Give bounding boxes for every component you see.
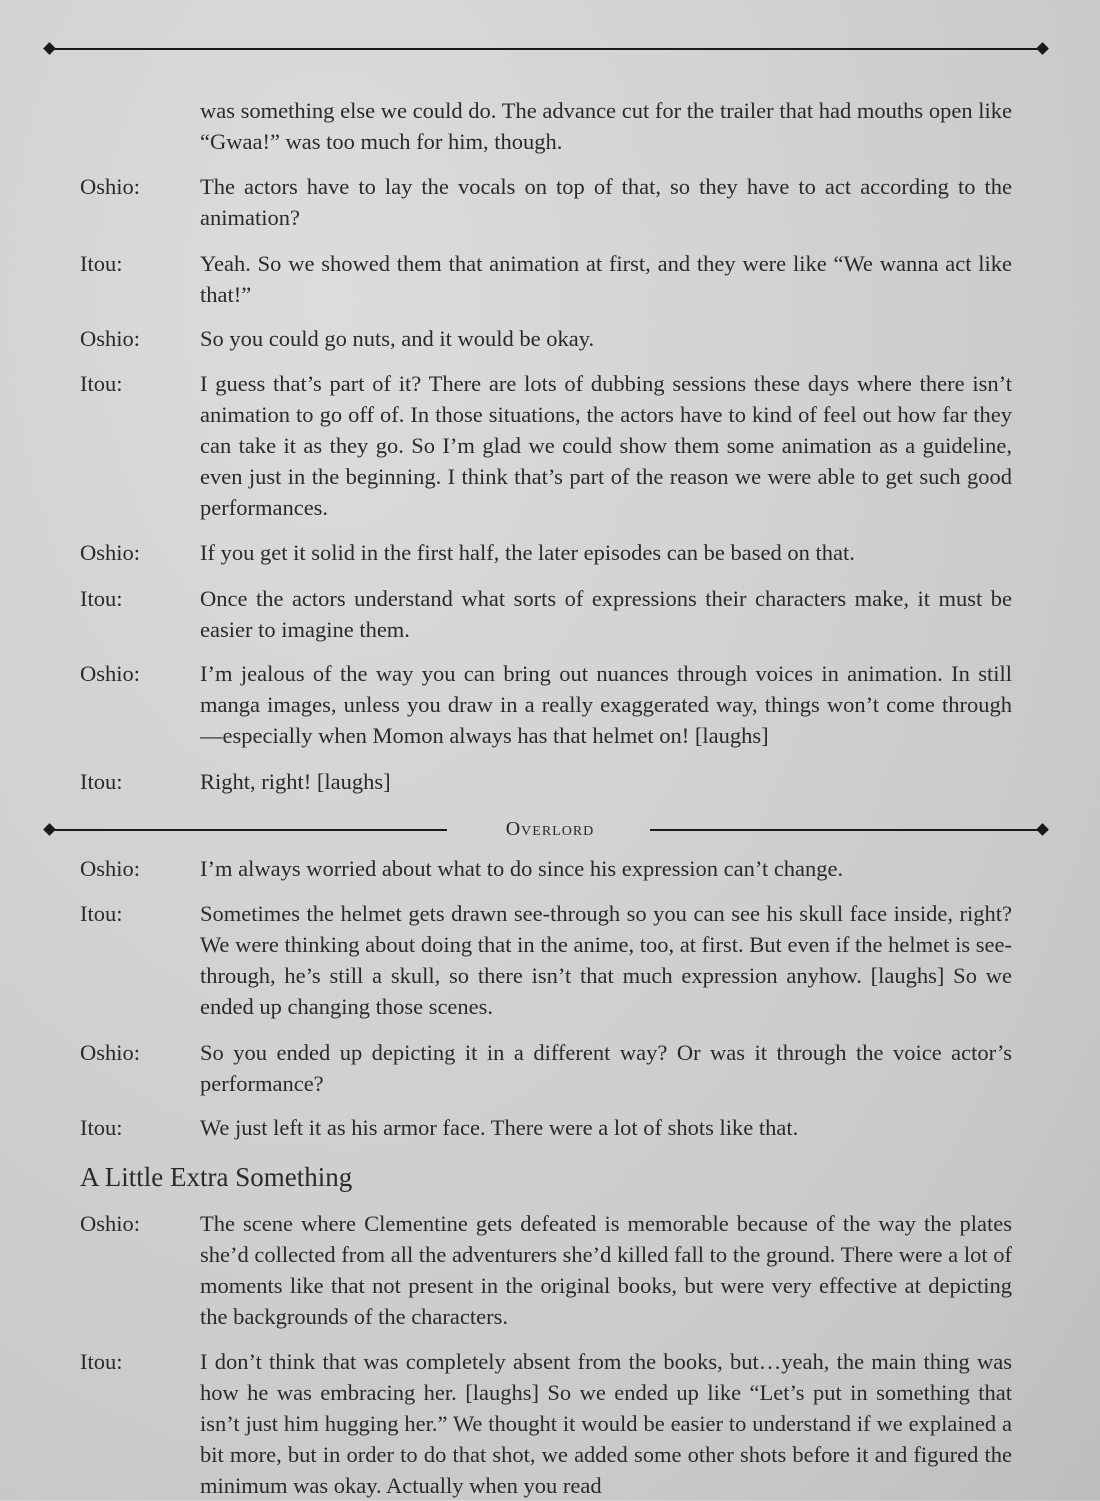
dialogue-text: I’m jealous of the way you can bring out nuances through voices in animation. In still manga images, unless you draw in a really exaggerated way, things won’t come through—especially when Momon always has that helmet on! [laughs]: [200, 661, 1012, 748]
dialogue-text: So you ended up depicting it in a different way? Or was it through the voice actor’s performance?: [200, 1040, 1012, 1096]
speaker-label: Itou:: [80, 1115, 123, 1140]
dialogue-text: So you could go nuts, and it would be okay.: [200, 326, 595, 351]
dialogue-text: The actors have to lay the vocals on top of that, so they have to act according to the animation?: [200, 174, 1012, 230]
speaker-label: Oshio:: [80, 326, 141, 351]
dialogue-text: Sometimes the helmet gets drawn see-through so you can see his skull face inside, right? We were thinking about doing that in the anime, too, at first. But even if the helmet is see-through, he’s still a skull, so there isn’t that much expression anyhow. [laughs] So we ended up changing those scenes.: [200, 901, 1012, 1019]
dialogue-text: Yeah. So we showed them that animation at first, and they were like “We wanna act like that!”: [200, 251, 1012, 307]
speaker-label: Oshio:: [80, 856, 141, 881]
speaker-label: Itou:: [80, 1349, 123, 1374]
speaker-label: Itou:: [80, 371, 123, 396]
speaker-label: Itou:: [80, 586, 123, 611]
speaker-label: Itou:: [80, 901, 123, 926]
dialogue-text: Right, right! [laughs]: [200, 769, 391, 794]
continuation-text: was something else we could do. The advance cut for the trailer that had mouths open like “Gwaa!” was too much for him, though.: [200, 98, 1012, 154]
speaker-label: Oshio:: [80, 174, 141, 199]
running-head: Overlord: [505, 818, 595, 840]
dialogue-text: The scene where Clementine gets defeated is memorable because of the way the plates she’d collected from all the adventurers she’d killed fall to the ground. There were a lot of moments like that not present in the original books, but were very effective at depicting the backgrounds of the characters.: [200, 1211, 1012, 1329]
section-heading: A Little Extra Something: [80, 1162, 353, 1192]
dialogue-text: I don’t think that was completely absent from the books, but…yeah, the main thing was how he was embracing her. [laughs] So we ended up like “Let’s put in something that isn’t just him hugging her.” We thought it would be easier to understand if we explained a bit more, but in order to do that shot, we added some other shots before it and figured the minimum was okay. Actually when you read: [200, 1349, 1012, 1498]
top-rule: [52, 48, 1048, 50]
speaker-label: Itou:: [80, 769, 123, 794]
speaker-label: Oshio:: [80, 540, 141, 565]
dialogue-text: We just left it as his armor face. There were a lot of shots like that.: [200, 1115, 799, 1140]
mid-rule-right: [650, 829, 1048, 831]
dialogue-text: If you get it solid in the first half, the later episodes can be based on that.: [200, 540, 855, 565]
speaker-label: Oshio:: [80, 661, 141, 686]
dialogue-text: I’m always worried about what to do since his expression can’t change.: [200, 856, 844, 881]
dialogue-text: I guess that’s part of it? There are lots of dubbing sessions these days where there isn’t animation to go off of. In those situations, the actors have to kind of feel out how far they can take it as they go. So I’m glad we could show them some animation as a guideline, even just in the beginning. I think that’s part of the reason we were able to get such good performances.: [200, 371, 1012, 520]
speaker-label: Oshio:: [80, 1211, 141, 1236]
speaker-label: Itou:: [80, 251, 123, 276]
top-rule-right-diamond: [1036, 42, 1049, 55]
dialogue-text: Once the actors understand what sorts of expressions their characters make, it must be easier to imagine them.: [200, 586, 1012, 642]
speaker-label: Oshio:: [80, 1040, 141, 1065]
